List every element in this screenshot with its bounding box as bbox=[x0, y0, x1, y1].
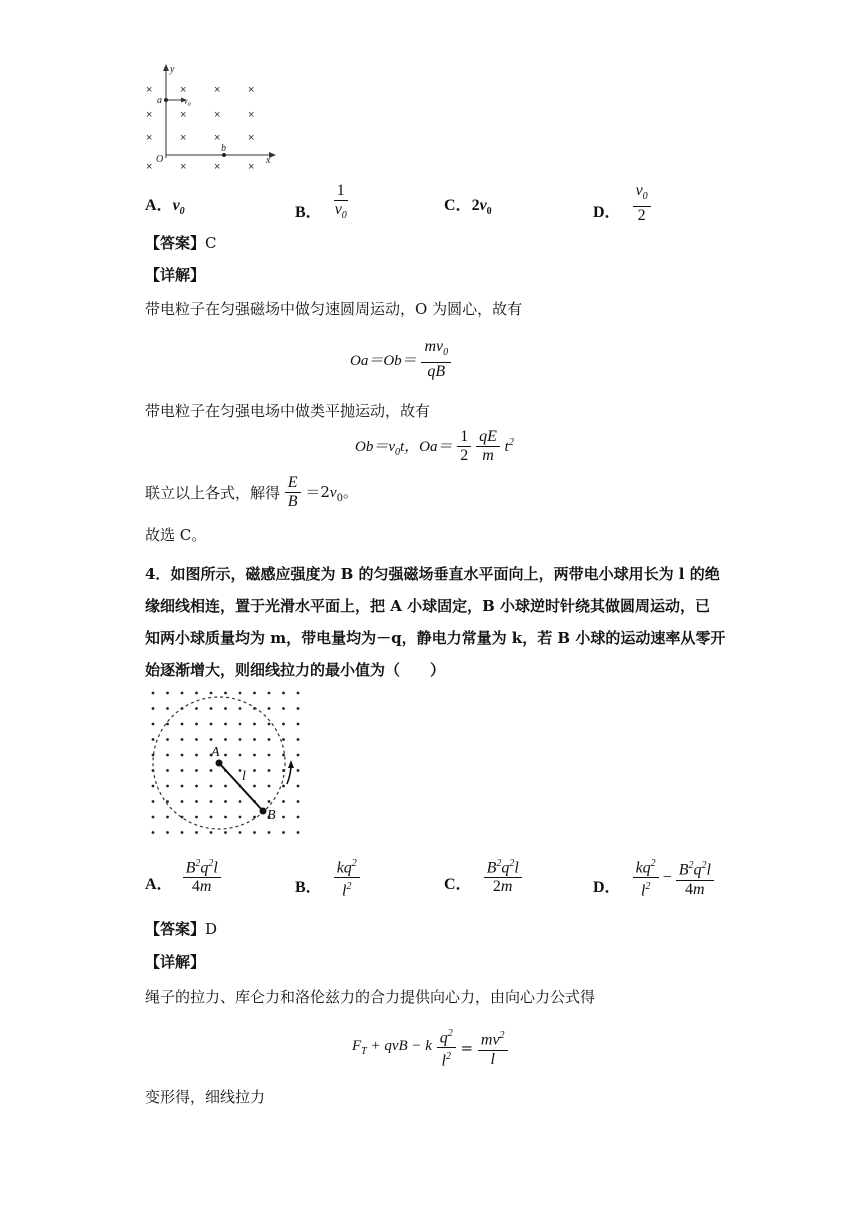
numerator: 1 bbox=[457, 428, 471, 447]
cross-mark: × bbox=[146, 132, 153, 144]
field-dot bbox=[224, 707, 227, 710]
field-dot bbox=[297, 800, 300, 803]
field-dot bbox=[297, 707, 300, 710]
field-dot bbox=[152, 816, 155, 819]
field-dot bbox=[297, 754, 300, 757]
q3-option-d[interactable] bbox=[593, 182, 651, 225]
field-dot bbox=[152, 831, 155, 834]
field-dot bbox=[239, 754, 242, 757]
cross-mark: × bbox=[248, 109, 255, 121]
stem-text: 如图所示，磁感应强度为 B 的匀强磁场垂直水平面向上，两带电小球用长为 l 的绝 bbox=[170, 565, 720, 583]
q4-options bbox=[145, 855, 745, 903]
numerator: $mv^2$ bbox=[478, 1027, 508, 1050]
field-dot bbox=[239, 769, 242, 772]
field-dot bbox=[282, 816, 285, 819]
numerator: $B^2q^2l$ bbox=[183, 855, 221, 878]
q4-answer bbox=[145, 918, 217, 939]
field-dot bbox=[152, 707, 155, 710]
denominator: 2 bbox=[637, 207, 646, 225]
field-dot bbox=[181, 800, 184, 803]
field-dot bbox=[166, 738, 169, 741]
label-v0: $v_0$ bbox=[184, 97, 191, 108]
field-dot bbox=[297, 785, 300, 788]
field-dot bbox=[224, 754, 227, 757]
q3-explanation-line2: 带电粒子在匀强电场中做类平抛运动，故有 bbox=[145, 402, 431, 420]
field-dot bbox=[166, 831, 169, 834]
fraction bbox=[437, 1025, 456, 1071]
q4-explanation-line2: 变形得，细线拉力 bbox=[145, 1088, 266, 1106]
field-dot bbox=[195, 769, 198, 772]
field-dot bbox=[181, 769, 184, 772]
label-B: B bbox=[267, 808, 276, 823]
field-dot bbox=[195, 692, 198, 695]
field-dot bbox=[282, 785, 285, 788]
q3-equation-2 bbox=[355, 428, 514, 465]
cross-mark: × bbox=[146, 161, 153, 173]
field-dot bbox=[181, 754, 184, 757]
q4-number: 4． bbox=[145, 565, 171, 583]
cross-mark: × bbox=[180, 132, 187, 144]
q3-conclusion: 故选 C。 bbox=[145, 526, 207, 544]
field-dot bbox=[152, 785, 155, 788]
field-dot bbox=[239, 738, 242, 741]
q3-detail-tag: 【详解】 bbox=[145, 266, 206, 284]
eq-left: Oa＝Ob＝ bbox=[350, 353, 417, 370]
field-dot bbox=[268, 692, 271, 695]
denominator: $l^2$ bbox=[342, 881, 352, 900]
field-dot bbox=[166, 816, 169, 819]
field-dot bbox=[181, 831, 184, 834]
fraction bbox=[334, 855, 360, 901]
eq-tail: $t^2$ bbox=[504, 437, 514, 455]
field-dot bbox=[253, 738, 256, 741]
q4-option-d[interactable] bbox=[593, 855, 714, 901]
field-dot bbox=[210, 800, 213, 803]
eq-lhs: $F_T$ + qvB − k bbox=[352, 1038, 432, 1058]
fraction bbox=[484, 855, 522, 896]
field-dot bbox=[253, 723, 256, 726]
denominator: 2 bbox=[460, 447, 469, 464]
field-dot bbox=[297, 692, 300, 695]
q4-stem-line4: 始逐渐增大，则细线拉力的最小值为（ ） bbox=[145, 661, 446, 679]
field-dot bbox=[195, 723, 198, 726]
q3-equation-1 bbox=[350, 338, 451, 381]
label-x: x bbox=[266, 155, 271, 166]
fraction bbox=[285, 474, 301, 511]
field-dot bbox=[195, 800, 198, 803]
field-dot bbox=[181, 785, 184, 788]
numerator: $v_0$ bbox=[633, 182, 651, 207]
cross-mark: × bbox=[248, 161, 255, 173]
denominator: l bbox=[490, 1050, 495, 1068]
minus-sign: − bbox=[662, 868, 672, 886]
field-dot bbox=[181, 738, 184, 741]
field-dot bbox=[210, 816, 213, 819]
field-dot bbox=[239, 800, 242, 803]
cross-mark: × bbox=[248, 132, 255, 144]
field-dot bbox=[224, 723, 227, 726]
field-dot bbox=[282, 831, 285, 834]
field-dot bbox=[224, 738, 227, 741]
field-dot bbox=[166, 754, 169, 757]
field-dot bbox=[152, 800, 155, 803]
field-dot bbox=[239, 816, 242, 819]
fraction bbox=[633, 182, 651, 225]
q4-stem bbox=[145, 558, 725, 686]
cross-mark: × bbox=[180, 109, 187, 121]
field-dots-diagram bbox=[145, 688, 305, 838]
field-dot bbox=[210, 769, 213, 772]
fraction bbox=[476, 428, 500, 465]
denominator: $v_0$ bbox=[334, 201, 347, 222]
field-dot bbox=[166, 723, 169, 726]
denominator: 4m bbox=[191, 878, 212, 896]
field-dot bbox=[253, 754, 256, 757]
option-label: B． bbox=[295, 204, 322, 222]
field-dot bbox=[282, 707, 285, 710]
q3-option-a[interactable] bbox=[145, 192, 185, 217]
ball-B bbox=[260, 808, 267, 815]
option-label: D． bbox=[593, 878, 621, 896]
option-label: B． bbox=[295, 878, 322, 896]
option-label: A． bbox=[145, 197, 173, 214]
field-dot bbox=[224, 692, 227, 695]
field-dot bbox=[210, 785, 213, 788]
denominator: qB bbox=[427, 363, 446, 381]
y-arrow bbox=[163, 64, 169, 71]
denominator: B bbox=[287, 493, 298, 510]
fraction bbox=[633, 855, 659, 901]
point-a bbox=[164, 98, 168, 102]
field-dot bbox=[166, 785, 169, 788]
field-dot bbox=[239, 707, 242, 710]
field-dot bbox=[195, 707, 198, 710]
q4-option-b[interactable] bbox=[295, 855, 360, 901]
denominator: m bbox=[482, 447, 494, 464]
cross-mark: × bbox=[214, 132, 221, 144]
field-dot bbox=[224, 785, 227, 788]
motion-arrowhead bbox=[288, 760, 294, 768]
field-dot bbox=[282, 692, 285, 695]
label-O: O bbox=[156, 154, 164, 165]
q3-explanation-line1: 带电粒子在匀强磁场中做匀速圆周运动，O 为圆心，故有 bbox=[145, 300, 523, 318]
field-dot bbox=[239, 723, 242, 726]
field-dot bbox=[253, 816, 256, 819]
fraction bbox=[457, 428, 471, 465]
q3-option-b[interactable] bbox=[295, 182, 350, 225]
q3-answer bbox=[145, 232, 217, 253]
q4-option-c[interactable] bbox=[444, 855, 522, 896]
option-value: $v_0$ bbox=[172, 197, 185, 218]
field-dot bbox=[195, 831, 198, 834]
q4-option-a[interactable] bbox=[145, 855, 221, 896]
cross-mark: × bbox=[146, 109, 153, 121]
denominator: 4m bbox=[685, 880, 705, 898]
field-dot bbox=[195, 785, 198, 788]
numerator: $kq^2$ bbox=[633, 855, 659, 878]
axes-diagram bbox=[140, 62, 280, 174]
eq-left: $Ob=v_0t$，Oa＝ bbox=[355, 439, 453, 458]
field-dot bbox=[268, 800, 271, 803]
numerator: $B^2q^2l$ bbox=[484, 855, 522, 878]
field-dot bbox=[253, 769, 256, 772]
answer-value: C bbox=[205, 234, 217, 252]
field-dot bbox=[166, 769, 169, 772]
answer-tag: 【答案】 bbox=[145, 234, 206, 252]
option-label: A． bbox=[145, 876, 173, 894]
field-dot bbox=[297, 738, 300, 741]
figure-circular-motion bbox=[145, 688, 305, 838]
field-dot bbox=[268, 769, 271, 772]
field-dot bbox=[195, 816, 198, 819]
cross-mark: × bbox=[214, 109, 221, 121]
field-dot bbox=[268, 754, 271, 757]
field-dot bbox=[166, 692, 169, 695]
option-label: C． bbox=[444, 876, 472, 894]
field-dot bbox=[297, 816, 300, 819]
field-dot bbox=[282, 738, 285, 741]
field-dot bbox=[210, 723, 213, 726]
field-dot bbox=[195, 754, 198, 757]
q3-options bbox=[145, 180, 705, 224]
numerator: E bbox=[285, 474, 301, 493]
q4-explanation-line1: 绳子的拉力、库仑力和洛伦兹力的合力提供向心力，由向心力公式得 bbox=[145, 988, 596, 1006]
field-dot bbox=[253, 831, 256, 834]
field-dot bbox=[210, 738, 213, 741]
field-dot bbox=[297, 769, 300, 772]
field-dot bbox=[195, 738, 198, 741]
option-value: $2v_0$ bbox=[471, 197, 492, 218]
option-label: C． bbox=[444, 197, 472, 214]
label-l: l bbox=[242, 769, 246, 784]
label-b: b bbox=[221, 143, 226, 154]
ball-A bbox=[216, 760, 223, 767]
fraction bbox=[421, 338, 451, 381]
field-dot bbox=[210, 692, 213, 695]
q3-option-c[interactable] bbox=[444, 192, 492, 217]
numerator: $B^2q^2l$ bbox=[676, 857, 714, 880]
field-dot bbox=[152, 692, 155, 695]
field-dot bbox=[181, 723, 184, 726]
field-dot bbox=[181, 692, 184, 695]
q3-explanation-line3 bbox=[145, 474, 358, 511]
field-dot bbox=[282, 800, 285, 803]
field-dots bbox=[152, 692, 300, 834]
q4-stem-line2: 缘细线相连，置于光滑水平面上，把 A 小球固定，B 小球逆时针绕其做圆周运动，已 bbox=[145, 597, 710, 615]
numerator: 1 bbox=[334, 182, 348, 201]
q4-stem-line3: 知两小球质量均为 m，带电量均为－q，静电力常量为 k，若 B 小球的运动速率从零开 bbox=[145, 629, 726, 647]
cross-mark: × bbox=[248, 84, 255, 96]
field-dot bbox=[210, 831, 213, 834]
field-dot bbox=[268, 723, 271, 726]
field-dot bbox=[152, 738, 155, 741]
field-dot bbox=[224, 831, 227, 834]
field-dot bbox=[268, 707, 271, 710]
field-dot bbox=[239, 692, 242, 695]
field-dot bbox=[210, 707, 213, 710]
field-dot bbox=[239, 831, 242, 834]
numerator: $mv_0$ bbox=[421, 338, 451, 363]
numerator: qE bbox=[476, 428, 500, 447]
fraction bbox=[183, 855, 221, 896]
cross-mark: × bbox=[146, 84, 153, 96]
equals-sign: = bbox=[460, 1038, 474, 1057]
cross-mark: × bbox=[214, 161, 221, 173]
cross-mark: × bbox=[180, 84, 187, 96]
line3-pre: 联立以上各式，解得 bbox=[145, 484, 281, 502]
figure-magnetic-field-axes bbox=[140, 62, 280, 174]
label-A: A bbox=[211, 745, 220, 760]
cross-mark: × bbox=[180, 161, 187, 173]
field-dot bbox=[181, 816, 184, 819]
fraction bbox=[478, 1027, 508, 1068]
field-dot bbox=[268, 831, 271, 834]
q4-equation bbox=[352, 1025, 508, 1071]
field-dot bbox=[166, 707, 169, 710]
fraction bbox=[332, 182, 350, 225]
field-dot bbox=[297, 723, 300, 726]
denominator: $l^2$ bbox=[640, 881, 651, 900]
denominator: $l^2$ bbox=[441, 1051, 451, 1070]
answer-tag: 【答案】 bbox=[145, 920, 206, 938]
fraction bbox=[676, 857, 714, 898]
field-dot bbox=[224, 816, 227, 819]
field-dot bbox=[152, 723, 155, 726]
field-dot bbox=[268, 785, 271, 788]
field-dot bbox=[297, 831, 300, 834]
q4-detail-tag: 【详解】 bbox=[145, 953, 206, 971]
field-dot bbox=[282, 723, 285, 726]
q4-stem-line1 bbox=[145, 558, 725, 590]
answer-value: D bbox=[205, 920, 218, 938]
numerator: $q^2$ bbox=[437, 1025, 456, 1048]
denominator: 2m bbox=[492, 878, 513, 896]
option-label: D． bbox=[593, 204, 621, 222]
field-dot bbox=[253, 785, 256, 788]
label-a: a bbox=[157, 95, 162, 106]
label-y: y bbox=[170, 64, 175, 75]
line3-post: $=2v_0$。 bbox=[305, 483, 358, 504]
field-dot bbox=[253, 692, 256, 695]
field-dot bbox=[224, 800, 227, 803]
numerator: $kq^2$ bbox=[334, 855, 360, 878]
cross-mark: × bbox=[214, 84, 221, 96]
field-dot bbox=[268, 738, 271, 741]
